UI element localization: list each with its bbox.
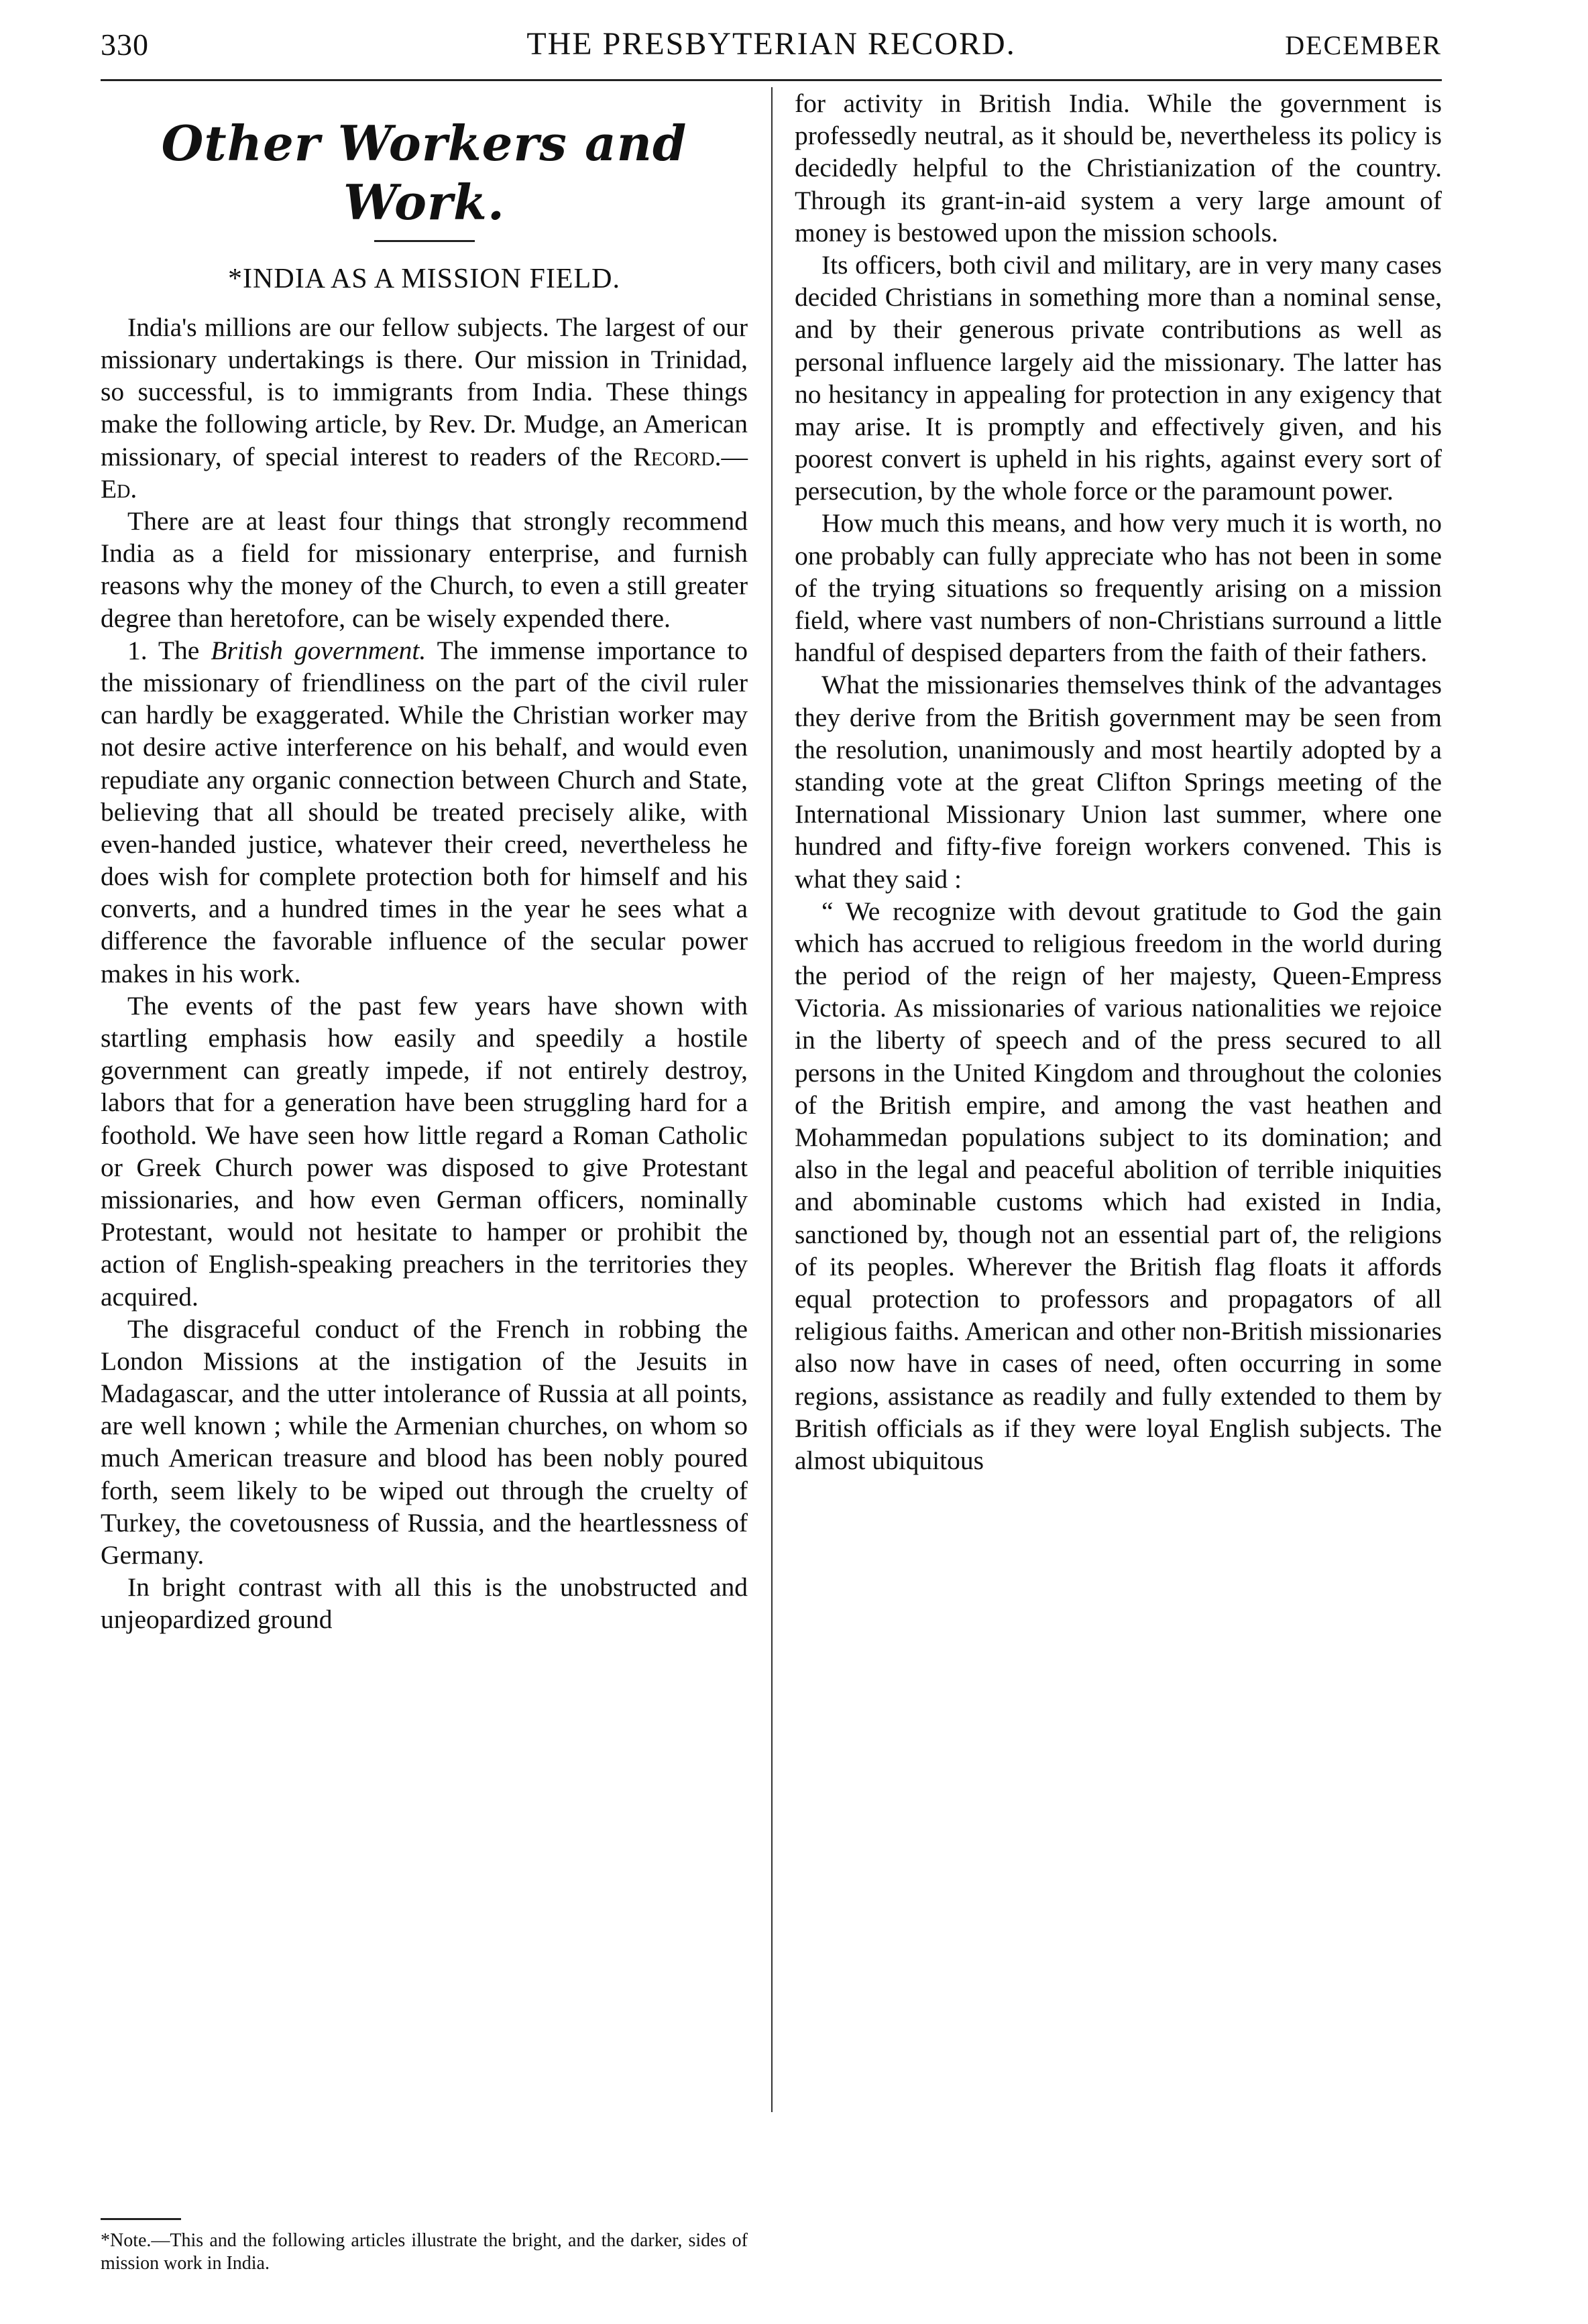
paragraph-events: The events of the past few years have shown with startling emphasis how easily and speedily a hostile government can greatly impede, if not entirely destroy, labors that for a generation have been struggling hard for a foothold. We have seen how little regard a Roman Catholic or Greek Church power was disposed to give Protestant missionaries, and how even German officers, nominally Protestant, would not hesitate to hamper or prohibit the action of English-speaking preachers in the territories they acquired.: [101, 990, 748, 1312]
paragraph-missionaries-think: What the missionaries themselves think of the advantages they derive from the British government may be seen from the resolution, unanimously and most heartily adopted by a standing vote at the great Clifton Springs meeting of the International Missionary Union last summer, where one hundred and fifty-five foreign workers convened. This is what they said :: [795, 670, 1442, 894]
issue-month: DECEMBER: [1285, 30, 1442, 60]
point-heading: British government.: [211, 635, 427, 665]
section-title: Other Workers and Work.: [161, 115, 687, 231]
intro-paragraph: [101, 311, 748, 505]
intro-text: India's millions are our fellow subjects. The largest of our missionary undertakings is there. Our mission in Trinidad, so successful, is to immigrants from India. These things make the following article, by Rev. Dr. Mudge, an American missionary, of special interest to readers of the: [101, 312, 748, 471]
paragraph-how-much: How much this means, and how very much it is worth, no one probably can fully appreciate who has not been in some of the trying situations so frequently arising on a mission field, where vast numbers of non-Christians surround a little handful of despised departers from the faith of their fathers.: [795, 508, 1442, 668]
title-rule: [374, 240, 475, 242]
intro-ed: .—Ed.: [101, 441, 748, 504]
intro-record: Record: [633, 441, 715, 471]
paragraph-resolution-quote: “ We recognize with devout gratitude to God the gain which has accrued to religious freedom in the world during the period of the reign of her majesty, Queen-Empress Victoria. As missionaries of various nationalities we rejoice in the liberty of speech and of the press secured to all persons in the United Kingdom and throughout the colonies of the British empire, and among the vast heathen and Mohammedan populations subject to its domination; and also in the legal and peaceful abolition of terrible iniquities and abominable customs which had existed in India, sanctioned by, though not an essential part of, the religions of its peoples. Wherever the British flag floats it affords equal protection to professors and propagators of all religious faiths. American and other non-British missionaries also now have in cases of need, often occurring in some regions, assistance as readily and fully extended to them by British officials as if they were loyal English subjects. The almost ubiquitous: [795, 896, 1442, 1475]
paragraph-activity: for activity in British India. While the government is professedly neutral, as it should be, nevertheless its policy is decidedly helpful to the Christianization of the country. Through its grant-in-aid system a very large amount of money is bestowed upon the mission schools.: [795, 89, 1442, 247]
left-column: [101, 94, 748, 1636]
right-column: [795, 87, 1442, 1476]
paragraph-four-things: There are at least four things that strongly recommend India as a field for missionary enterprise, and furnish reasons why the money of the Church, to even a still greater degree than heretofore, can be wisely expended there.: [101, 506, 748, 633]
page-number: 330: [101, 27, 149, 62]
footnote-rule: [101, 2218, 181, 2220]
page: [101, 20, 1442, 2300]
running-head: [101, 20, 1442, 80]
point-text: The immense importance to the missionary of friendliness on the part of the civil ruler can hardly be exaggerated. While the Christian worker may not desire active interference on his behalf, and would even repudiate any organic connection between Church and State, believing that all should be treated precisely alike, with even-handed justice, whatever their creed, nevertheless he does wish for complete protection both for himself and his converts, and a hundred times in the year he sees what a difference the favorable influence of the secular power makes in his work.: [101, 635, 748, 988]
paragraph-disgraceful-conduct: The disgraceful conduct of the French in robbing the London Missions at the instigation of the Jesuits in Madagascar, and the utter intolerance of Russia at all points, are well known ; while the Armenian churches, on whom so much American treasure and blood has been nobly poured forth, seem likely to be wiped out through the cruelty of Turkey, the covetousness of Russia, and the heartlessness of Germany.: [101, 1314, 748, 1570]
point-number: 1. The: [127, 635, 200, 665]
paragraph-british-government: [101, 634, 748, 990]
footnote: *Note.—This and the following articles illustrate the bright, and the darker, sides of mission work in India.: [101, 2230, 748, 2274]
paragraph-officers: Its officers, both civil and military, are in very many cases decided Christians in something more than a nominal sense, and by their generous private contributions as well as personal influence largely aid the missionary. The latter has no hesitancy in appealing for protection in any exigency that may arise. It is promptly and effectively given, and his poorest convert is upheld in his rights, against every sort of persecution, by the whole force or the paramount power.: [795, 249, 1442, 506]
paragraph-bright-contrast: In bright contrast with all this is the unobstructed and unjeopardized ground: [101, 1572, 748, 1635]
journal-title: THE PRESBYTERIAN RECORD.: [526, 26, 1016, 62]
article-title: *INDIA AS A MISSION FIELD.: [228, 263, 620, 294]
header-rule: [101, 79, 1442, 81]
column-divider: [771, 87, 773, 2112]
